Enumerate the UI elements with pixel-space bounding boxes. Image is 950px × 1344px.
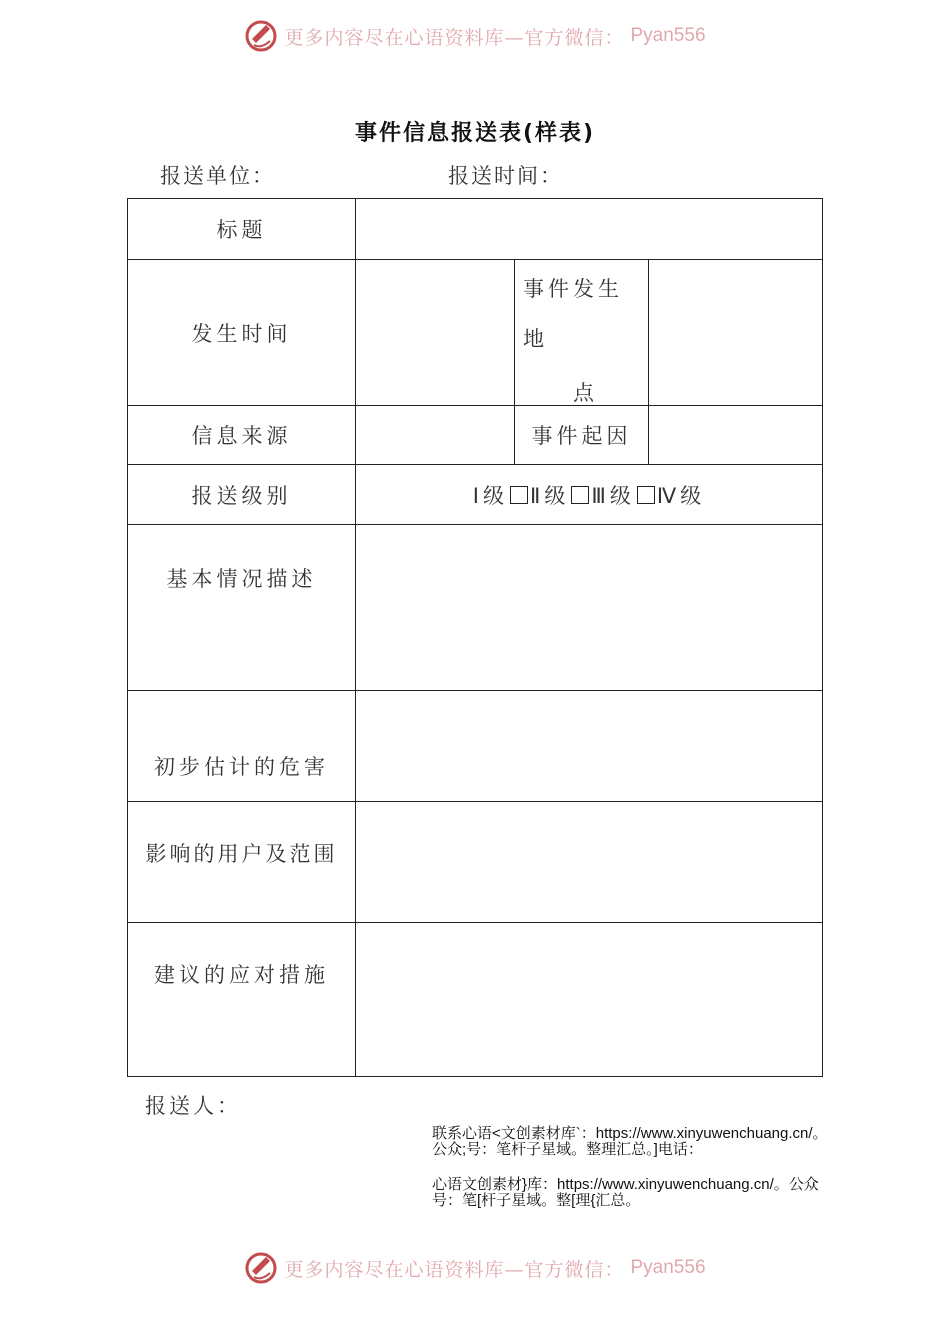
source-label: 信息来源 bbox=[128, 406, 356, 465]
place-value-cell[interactable] bbox=[649, 260, 823, 406]
banner-text: 更多内容尽在心语资料库—官方微信： bbox=[284, 26, 625, 49]
row-measures bbox=[128, 923, 823, 1077]
place-label-line3: 点 bbox=[573, 380, 598, 405]
description-label: 基本情况描述 bbox=[128, 525, 356, 691]
level-3-label: Ⅲ级 bbox=[591, 483, 635, 508]
logo-icon bbox=[244, 19, 278, 53]
banner-text: 更多内容尽在心语资料库—官方微信： bbox=[284, 1258, 625, 1281]
harm-label: 初步估计的危害 bbox=[128, 691, 356, 802]
impact-label: 影响的用户及范围 bbox=[128, 802, 356, 923]
report-time-label: 报送时间： bbox=[448, 164, 563, 188]
impact-value-cell[interactable] bbox=[356, 802, 823, 923]
watermark-banner-top bbox=[0, 14, 950, 58]
cause-value-cell[interactable] bbox=[649, 406, 823, 465]
report-unit-label: 报送单位： bbox=[160, 164, 275, 188]
contact-info-1: 联系心语<文创素材库`：https://www.xinyuwenchuang.cn/。公众;号：笔杆子星域。整理汇总。]电话： bbox=[432, 1125, 828, 1158]
measures-label: 建议的应对措施 bbox=[128, 923, 356, 1077]
reporter-label: 报送人： bbox=[145, 1094, 241, 1118]
occur-time-label: 发生时间 bbox=[128, 260, 356, 406]
row-harm bbox=[128, 691, 823, 802]
form-title: 事件信息报送表(样表) bbox=[354, 121, 596, 146]
level-2-label: Ⅱ级 bbox=[530, 483, 570, 508]
level-2-checkbox[interactable] bbox=[571, 486, 589, 504]
level-label: 报送级别 bbox=[128, 465, 356, 525]
level-3-checkbox[interactable] bbox=[637, 486, 655, 504]
level-1-label: Ⅰ级 bbox=[472, 483, 508, 508]
row-impact bbox=[128, 802, 823, 923]
title-label: 标题 bbox=[128, 199, 356, 260]
row-description bbox=[128, 525, 823, 691]
place-label-cell bbox=[515, 260, 649, 406]
source-value-cell[interactable] bbox=[356, 406, 515, 465]
row-occur-time bbox=[128, 260, 823, 406]
occur-time-value-cell[interactable] bbox=[356, 260, 515, 406]
contact-info-2: 心语文创素材}库：https://www.xinyuwenchuang.cn/。公众号：笔[杆子星域。整[理{汇总。 bbox=[432, 1176, 819, 1209]
harm-value-cell[interactable] bbox=[356, 691, 823, 802]
cause-label: 事件起因 bbox=[515, 406, 649, 465]
title-value-cell[interactable] bbox=[356, 199, 823, 260]
description-value-cell[interactable] bbox=[356, 525, 823, 691]
row-title bbox=[128, 199, 823, 260]
row-level bbox=[128, 465, 823, 525]
banner-id: Pyan556 bbox=[630, 1257, 706, 1278]
level-4-label: Ⅳ级 bbox=[656, 483, 706, 508]
measures-value-cell[interactable] bbox=[356, 923, 823, 1077]
banner-id: Pyan556 bbox=[630, 25, 706, 46]
level-1-checkbox[interactable] bbox=[510, 486, 528, 504]
row-source bbox=[128, 406, 823, 465]
report-form-table bbox=[127, 198, 823, 1077]
level-options bbox=[356, 465, 823, 525]
place-label-line1: 事件发生 bbox=[523, 276, 623, 301]
logo-icon bbox=[244, 1251, 278, 1285]
place-label-line2: 地 bbox=[523, 326, 548, 351]
watermark-banner-bottom bbox=[0, 1246, 950, 1290]
